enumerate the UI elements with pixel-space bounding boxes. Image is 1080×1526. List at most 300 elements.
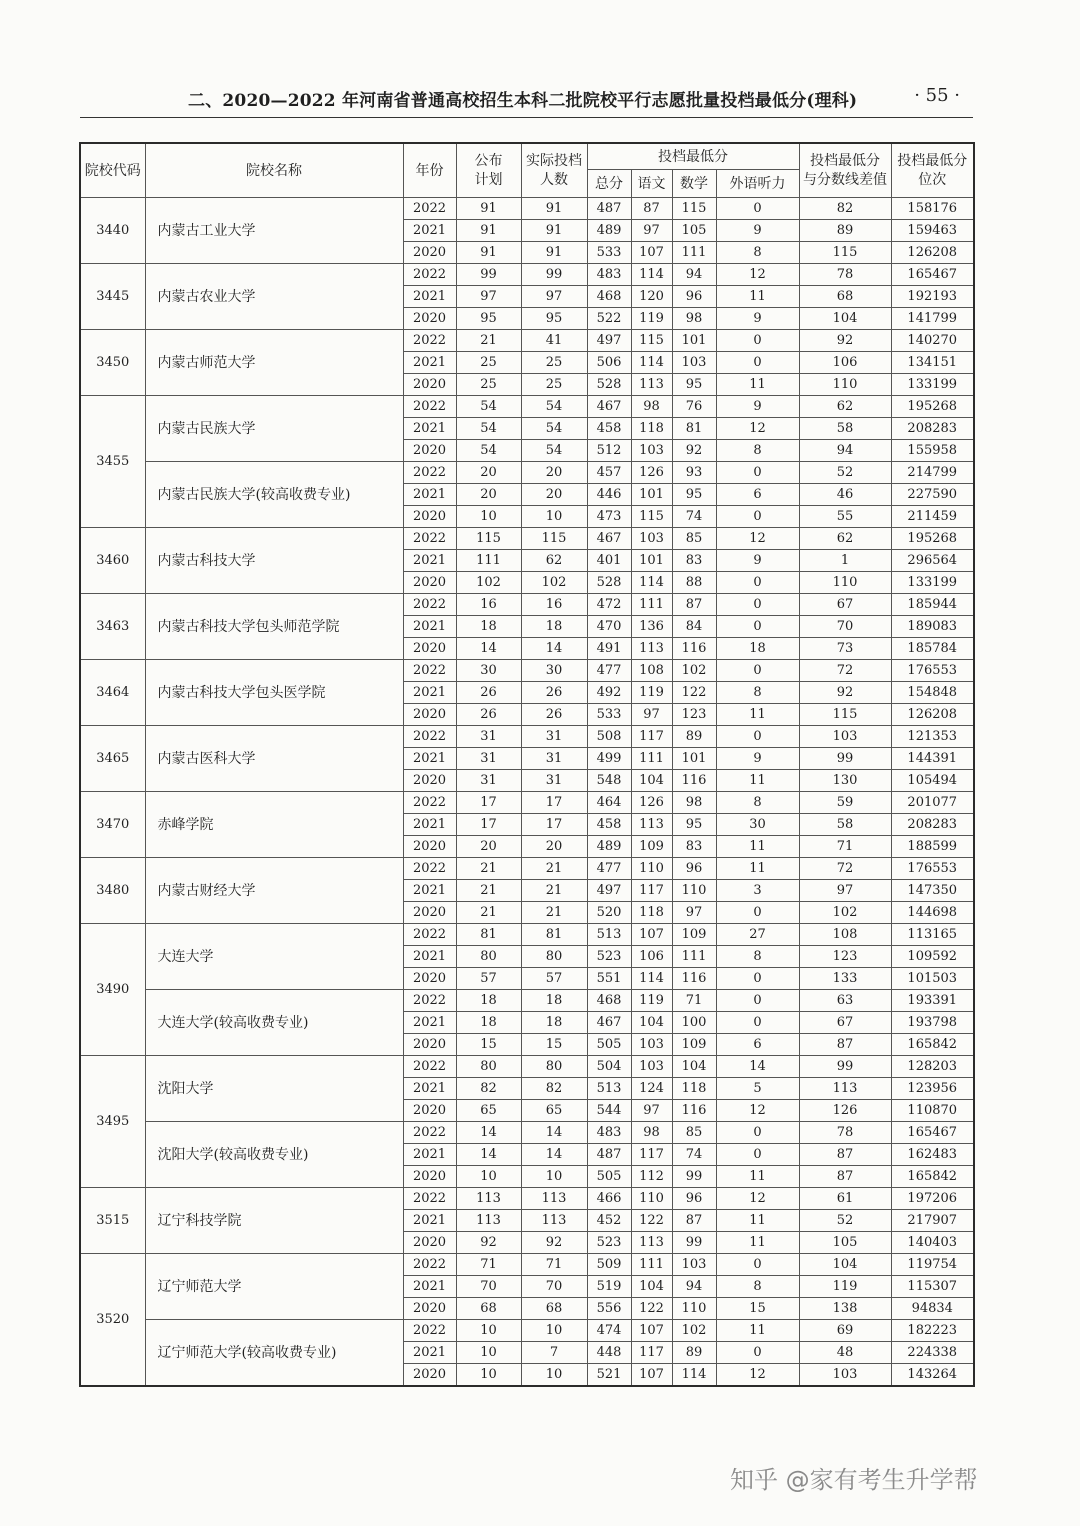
- cell-diff: 99: [799, 1056, 891, 1078]
- cell-total: 528: [587, 572, 631, 594]
- school-code: 3480: [80, 858, 145, 924]
- cell-year: 2020: [403, 836, 456, 858]
- cell-plan: 17: [456, 792, 521, 814]
- cell-diff: 78: [799, 1122, 891, 1144]
- school-name: 辽宁科技学院: [145, 1188, 403, 1254]
- cell-actual: 65: [521, 1100, 587, 1122]
- cell-actual: 30: [521, 660, 587, 682]
- header-foreign: 外语听力: [716, 170, 799, 198]
- cell-year: 2022: [403, 924, 456, 946]
- cell-year: 2020: [403, 902, 456, 924]
- cell-foreign: 18: [716, 638, 799, 660]
- cell-rank: 143264: [891, 1364, 974, 1387]
- cell-math: 102: [672, 660, 716, 682]
- cell-actual: 113: [521, 1188, 587, 1210]
- cell-diff: 113: [799, 1078, 891, 1100]
- cell-math: 116: [672, 968, 716, 990]
- cell-math: 96: [672, 1188, 716, 1210]
- cell-total: 452: [587, 1210, 631, 1232]
- cell-actual: 99: [521, 264, 587, 286]
- cell-rank: 182223: [891, 1320, 974, 1342]
- cell-year: 2021: [403, 814, 456, 836]
- cell-plan: 16: [456, 594, 521, 616]
- cell-total: 523: [587, 946, 631, 968]
- cell-chinese: 126: [631, 462, 672, 484]
- cell-actual: 17: [521, 814, 587, 836]
- cell-total: 492: [587, 682, 631, 704]
- cell-actual: 18: [521, 1012, 587, 1034]
- cell-diff: 99: [799, 748, 891, 770]
- cell-rank: 121353: [891, 726, 974, 748]
- cell-diff: 1: [799, 550, 891, 572]
- cell-total: 548: [587, 770, 631, 792]
- cell-total: 533: [587, 704, 631, 726]
- cell-total: 505: [587, 1034, 631, 1056]
- header-math: 数学: [672, 170, 716, 198]
- school-code: 3455: [80, 396, 145, 528]
- cell-math: 87: [672, 1210, 716, 1232]
- cell-rank: 193391: [891, 990, 974, 1012]
- cell-chinese: 117: [631, 1144, 672, 1166]
- cell-foreign: 0: [716, 572, 799, 594]
- cell-total: 467: [587, 396, 631, 418]
- cell-rank: 208283: [891, 814, 974, 836]
- cell-foreign: 0: [716, 462, 799, 484]
- cell-year: 2021: [403, 682, 456, 704]
- table-row: [80, 462, 974, 484]
- cell-total: 556: [587, 1298, 631, 1320]
- cell-rank: 154848: [891, 682, 974, 704]
- cell-plan: 97: [456, 286, 521, 308]
- cell-chinese: 117: [631, 880, 672, 902]
- table-row: [80, 264, 974, 286]
- cell-year: 2020: [403, 308, 456, 330]
- cell-actual: 97: [521, 286, 587, 308]
- cell-total: 401: [587, 550, 631, 572]
- cell-math: 95: [672, 374, 716, 396]
- cell-rank: 227590: [891, 484, 974, 506]
- cell-total: 509: [587, 1254, 631, 1276]
- cell-year: 2021: [403, 418, 456, 440]
- cell-chinese: 119: [631, 682, 672, 704]
- cell-foreign: 11: [716, 374, 799, 396]
- table-row: [80, 1056, 974, 1078]
- cell-year: 2021: [403, 616, 456, 638]
- cell-total: 512: [587, 440, 631, 462]
- cell-year: 2020: [403, 1100, 456, 1122]
- cell-rank: 193798: [891, 1012, 974, 1034]
- cell-foreign: 0: [716, 902, 799, 924]
- cell-plan: 10: [456, 1166, 521, 1188]
- cell-year: 2021: [403, 352, 456, 374]
- cell-year: 2020: [403, 440, 456, 462]
- cell-year: 2020: [403, 968, 456, 990]
- cell-math: 111: [672, 946, 716, 968]
- cell-foreign: 11: [716, 1232, 799, 1254]
- cell-math: 103: [672, 1254, 716, 1276]
- cell-diff: 87: [799, 1144, 891, 1166]
- cell-foreign: 0: [716, 1144, 799, 1166]
- cell-plan: 18: [456, 616, 521, 638]
- header-code: 院校代码: [80, 143, 145, 198]
- cell-math: 114: [672, 1364, 716, 1387]
- cell-plan: 25: [456, 352, 521, 374]
- cell-total: 506: [587, 352, 631, 374]
- cell-year: 2022: [403, 462, 456, 484]
- cell-year: 2021: [403, 286, 456, 308]
- cell-rank: 115307: [891, 1276, 974, 1298]
- cell-year: 2022: [403, 1254, 456, 1276]
- school-name: 大连大学(较高收费专业): [145, 990, 403, 1056]
- cell-foreign: 8: [716, 440, 799, 462]
- cell-foreign: 0: [716, 968, 799, 990]
- cell-year: 2022: [403, 594, 456, 616]
- cell-year: 2022: [403, 726, 456, 748]
- cell-rank: 195268: [891, 528, 974, 550]
- cell-actual: 91: [521, 198, 587, 220]
- footer-watermark: 知乎 @家有考生升学帮: [730, 1466, 978, 1494]
- cell-foreign: 0: [716, 506, 799, 528]
- header-plan: 公布 计划: [456, 143, 521, 198]
- cell-chinese: 118: [631, 902, 672, 924]
- cell-chinese: 119: [631, 990, 672, 1012]
- cell-foreign: 12: [716, 264, 799, 286]
- cell-total: 505: [587, 1166, 631, 1188]
- cell-plan: 31: [456, 748, 521, 770]
- cell-plan: 21: [456, 880, 521, 902]
- cell-actual: 54: [521, 418, 587, 440]
- cell-diff: 70: [799, 616, 891, 638]
- cell-math: 85: [672, 1122, 716, 1144]
- cell-math: 101: [672, 330, 716, 352]
- cell-diff: 69: [799, 1320, 891, 1342]
- cell-actual: 54: [521, 440, 587, 462]
- school-name: 内蒙古农业大学: [145, 264, 403, 330]
- cell-math: 85: [672, 528, 716, 550]
- cell-foreign: 5: [716, 1078, 799, 1100]
- school-name: 沈阳大学(较高收费专业): [145, 1122, 403, 1188]
- cell-chinese: 111: [631, 1254, 672, 1276]
- cell-foreign: 0: [716, 352, 799, 374]
- cell-rank: 144391: [891, 748, 974, 770]
- cell-rank: 165842: [891, 1166, 974, 1188]
- cell-chinese: 111: [631, 594, 672, 616]
- school-code: 3470: [80, 792, 145, 858]
- header-min-score-group: 投档最低分: [587, 143, 799, 170]
- cell-actual: 10: [521, 1320, 587, 1342]
- cell-diff: 72: [799, 858, 891, 880]
- cell-actual: 10: [521, 1364, 587, 1387]
- cell-total: 520: [587, 902, 631, 924]
- cell-actual: 21: [521, 858, 587, 880]
- cell-plan: 30: [456, 660, 521, 682]
- cell-plan: 15: [456, 1034, 521, 1056]
- cell-chinese: 109: [631, 836, 672, 858]
- cell-total: 533: [587, 242, 631, 264]
- cell-rank: 211459: [891, 506, 974, 528]
- header-actual: 实际投档 人数: [521, 143, 587, 198]
- cell-diff: 89: [799, 220, 891, 242]
- cell-diff: 94: [799, 440, 891, 462]
- cell-diff: 72: [799, 660, 891, 682]
- cell-total: 491: [587, 638, 631, 660]
- cell-total: 468: [587, 286, 631, 308]
- table-row: [80, 198, 974, 220]
- cell-foreign: 9: [716, 308, 799, 330]
- cell-foreign: 9: [716, 550, 799, 572]
- cell-total: 499: [587, 748, 631, 770]
- table-row: [80, 528, 974, 550]
- cell-math: 102: [672, 1320, 716, 1342]
- cell-rank: 165842: [891, 1034, 974, 1056]
- cell-diff: 46: [799, 484, 891, 506]
- school-code: 3440: [80, 198, 145, 264]
- cell-plan: 20: [456, 836, 521, 858]
- cell-plan: 95: [456, 308, 521, 330]
- cell-actual: 41: [521, 330, 587, 352]
- cell-math: 98: [672, 308, 716, 330]
- cell-plan: 26: [456, 704, 521, 726]
- cell-total: 523: [587, 1232, 631, 1254]
- cell-plan: 113: [456, 1188, 521, 1210]
- cell-chinese: 112: [631, 1166, 672, 1188]
- cell-year: 2021: [403, 220, 456, 242]
- cell-plan: 54: [456, 418, 521, 440]
- cell-math: 87: [672, 594, 716, 616]
- cell-actual: 113: [521, 1210, 587, 1232]
- cell-foreign: 8: [716, 792, 799, 814]
- cell-total: 473: [587, 506, 631, 528]
- cell-total: 457: [587, 462, 631, 484]
- cell-total: 489: [587, 220, 631, 242]
- cell-plan: 17: [456, 814, 521, 836]
- cell-plan: 18: [456, 1012, 521, 1034]
- cell-actual: 91: [521, 242, 587, 264]
- cell-total: 519: [587, 1276, 631, 1298]
- cell-math: 122: [672, 682, 716, 704]
- cell-diff: 126: [799, 1100, 891, 1122]
- cell-total: 487: [587, 1144, 631, 1166]
- cell-chinese: 106: [631, 946, 672, 968]
- cell-actual: 102: [521, 572, 587, 594]
- cell-plan: 14: [456, 1122, 521, 1144]
- cell-rank: 126208: [891, 242, 974, 264]
- header-year: 年份: [403, 143, 456, 198]
- cell-chinese: 97: [631, 220, 672, 242]
- cell-year: 2022: [403, 792, 456, 814]
- cell-chinese: 108: [631, 660, 672, 682]
- cell-actual: 95: [521, 308, 587, 330]
- school-name: 内蒙古民族大学(较高收费专业): [145, 462, 403, 528]
- cell-diff: 97: [799, 880, 891, 902]
- cell-math: 109: [672, 924, 716, 946]
- cell-foreign: 6: [716, 484, 799, 506]
- cell-foreign: 9: [716, 748, 799, 770]
- school-code: 3465: [80, 726, 145, 792]
- cell-chinese: 97: [631, 704, 672, 726]
- cell-foreign: 9: [716, 220, 799, 242]
- cell-chinese: 110: [631, 858, 672, 880]
- cell-year: 2020: [403, 572, 456, 594]
- cell-math: 83: [672, 550, 716, 572]
- cell-math: 81: [672, 418, 716, 440]
- cell-math: 110: [672, 880, 716, 902]
- cell-year: 2021: [403, 1342, 456, 1364]
- cell-rank: 133199: [891, 374, 974, 396]
- cell-diff: 92: [799, 330, 891, 352]
- cell-actual: 80: [521, 946, 587, 968]
- cell-plan: 14: [456, 638, 521, 660]
- table-row: [80, 396, 974, 418]
- cell-foreign: 0: [716, 726, 799, 748]
- cell-math: 96: [672, 858, 716, 880]
- cell-foreign: 11: [716, 1166, 799, 1188]
- cell-plan: 70: [456, 1276, 521, 1298]
- cell-total: 458: [587, 418, 631, 440]
- cell-chinese: 113: [631, 638, 672, 660]
- cell-diff: 103: [799, 726, 891, 748]
- cell-plan: 21: [456, 858, 521, 880]
- cell-diff: 104: [799, 308, 891, 330]
- cell-total: 468: [587, 990, 631, 1012]
- table-header: [80, 143, 974, 198]
- cell-year: 2021: [403, 1210, 456, 1232]
- cell-plan: 14: [456, 1144, 521, 1166]
- cell-year: 2020: [403, 638, 456, 660]
- cell-rank: 201077: [891, 792, 974, 814]
- cell-foreign: 8: [716, 1276, 799, 1298]
- table-row: [80, 924, 974, 946]
- cell-actual: 25: [521, 352, 587, 374]
- cell-plan: 10: [456, 1342, 521, 1364]
- table-row: [80, 726, 974, 748]
- cell-total: 446: [587, 484, 631, 506]
- cell-actual: 10: [521, 1166, 587, 1188]
- cell-chinese: 107: [631, 1320, 672, 1342]
- header-rank: 投档最低分 位次: [891, 143, 974, 198]
- cell-chinese: 107: [631, 1364, 672, 1387]
- cell-math: 92: [672, 440, 716, 462]
- cell-foreign: 0: [716, 990, 799, 1012]
- page-header: [80, 82, 972, 112]
- cell-plan: 31: [456, 770, 521, 792]
- cell-math: 105: [672, 220, 716, 242]
- cell-diff: 61: [799, 1188, 891, 1210]
- table-row: [80, 660, 974, 682]
- cell-math: 71: [672, 990, 716, 1012]
- cell-plan: 20: [456, 462, 521, 484]
- cell-rank: 105494: [891, 770, 974, 792]
- header-diff: 投档最低分 与分数线差值: [799, 143, 891, 198]
- cell-foreign: 11: [716, 858, 799, 880]
- cell-math: 101: [672, 748, 716, 770]
- cell-chinese: 118: [631, 418, 672, 440]
- cell-rank: 94834: [891, 1298, 974, 1320]
- cell-rank: 176553: [891, 660, 974, 682]
- cell-rank: 208283: [891, 418, 974, 440]
- cell-year: 2020: [403, 242, 456, 264]
- table-row: [80, 1320, 974, 1342]
- cell-plan: 82: [456, 1078, 521, 1100]
- cell-rank: 185944: [891, 594, 974, 616]
- cell-plan: 113: [456, 1210, 521, 1232]
- cell-math: 109: [672, 1034, 716, 1056]
- cell-actual: 17: [521, 792, 587, 814]
- cell-diff: 108: [799, 924, 891, 946]
- cell-chinese: 104: [631, 770, 672, 792]
- cell-diff: 68: [799, 286, 891, 308]
- cell-foreign: 0: [716, 198, 799, 220]
- cell-actual: 20: [521, 836, 587, 858]
- cell-diff: 115: [799, 242, 891, 264]
- cell-foreign: 27: [716, 924, 799, 946]
- cell-chinese: 104: [631, 1276, 672, 1298]
- school-code: 3464: [80, 660, 145, 726]
- cell-math: 118: [672, 1078, 716, 1100]
- cell-chinese: 124: [631, 1078, 672, 1100]
- cell-year: 2020: [403, 1232, 456, 1254]
- cell-year: 2022: [403, 1320, 456, 1342]
- cell-chinese: 115: [631, 330, 672, 352]
- cell-actual: 18: [521, 616, 587, 638]
- cell-diff: 78: [799, 264, 891, 286]
- cell-foreign: 12: [716, 1100, 799, 1122]
- cell-actual: 14: [521, 1122, 587, 1144]
- cell-year: 2022: [403, 330, 456, 352]
- cell-year: 2022: [403, 396, 456, 418]
- cell-chinese: 114: [631, 968, 672, 990]
- cell-plan: 21: [456, 902, 521, 924]
- school-code: 3463: [80, 594, 145, 660]
- admission-score-table: [79, 142, 975, 1387]
- cell-chinese: 110: [631, 1188, 672, 1210]
- cell-foreign: 12: [716, 418, 799, 440]
- cell-plan: 115: [456, 528, 521, 550]
- table-body: [80, 198, 974, 1387]
- cell-rank: 162483: [891, 1144, 974, 1166]
- cell-rank: 192193: [891, 286, 974, 308]
- cell-rank: 144698: [891, 902, 974, 924]
- cell-chinese: 114: [631, 264, 672, 286]
- cell-foreign: 11: [716, 836, 799, 858]
- cell-chinese: 98: [631, 1122, 672, 1144]
- cell-total: 470: [587, 616, 631, 638]
- cell-year: 2020: [403, 374, 456, 396]
- cell-math: 96: [672, 286, 716, 308]
- cell-year: 2020: [403, 1166, 456, 1188]
- cell-actual: 14: [521, 638, 587, 660]
- cell-chinese: 103: [631, 1034, 672, 1056]
- header-total: 总分: [587, 170, 631, 198]
- cell-actual: 70: [521, 1276, 587, 1298]
- cell-plan: 25: [456, 374, 521, 396]
- cell-foreign: 0: [716, 660, 799, 682]
- cell-math: 110: [672, 1298, 716, 1320]
- cell-rank: 133199: [891, 572, 974, 594]
- table-row: [80, 594, 974, 616]
- cell-foreign: 8: [716, 946, 799, 968]
- cell-diff: 119: [799, 1276, 891, 1298]
- cell-actual: 92: [521, 1232, 587, 1254]
- cell-rank: 101503: [891, 968, 974, 990]
- cell-foreign: 11: [716, 770, 799, 792]
- cell-total: 477: [587, 858, 631, 880]
- cell-math: 93: [672, 462, 716, 484]
- cell-diff: 92: [799, 682, 891, 704]
- school-name: 内蒙古科技大学包头师范学院: [145, 594, 403, 660]
- cell-rank: 197206: [891, 1188, 974, 1210]
- cell-actual: 31: [521, 748, 587, 770]
